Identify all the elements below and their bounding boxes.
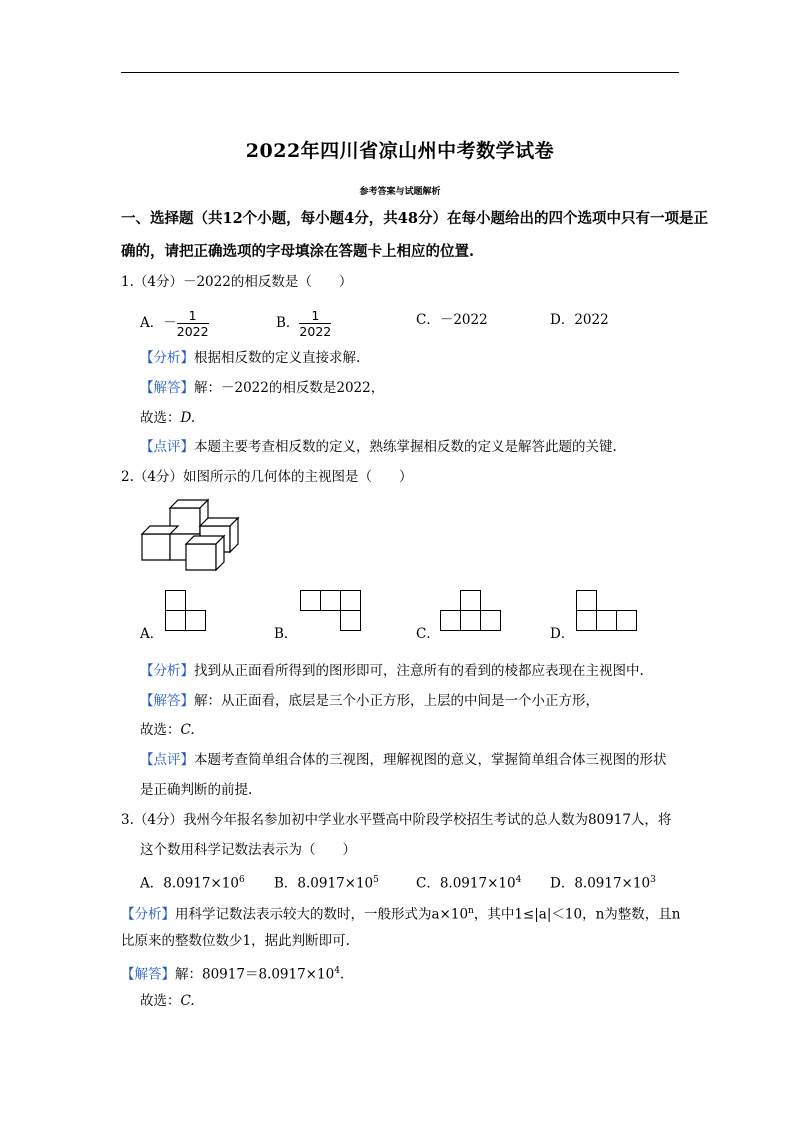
q3-choice: [140, 991, 195, 1011]
q2-answer-text: 解：从正面看，底层是三个小正方形，上层的中间是一个小正方形，: [194, 693, 599, 709]
q1-answer-tag: 【解答】: [140, 380, 194, 396]
q3-option-a: [140, 870, 245, 894]
page-subtitle: 参考答案与试题解析: [359, 187, 441, 197]
q2-option-a-figure: [165, 590, 207, 632]
q1-answer-text: 解：－2022的相反数是2022，: [194, 380, 385, 396]
q3-option-b-text: B．8.0917×10: [274, 875, 374, 892]
q1-option-b-label: B．: [276, 315, 300, 331]
q1-choice-letter: D.: [180, 410, 196, 426]
q1-option-a-fraction: [177, 308, 209, 339]
q3-choice-letter: C.: [180, 993, 195, 1009]
q1-choice: [140, 408, 195, 428]
q3-answer-exponent: 4: [334, 966, 340, 976]
q3-answer-end: .: [339, 966, 345, 983]
q2-comment-line1: [140, 750, 667, 770]
q2-choice: [140, 720, 195, 740]
q1-option-a: [140, 308, 209, 348]
q3-option-d-exponent: 3: [650, 875, 656, 885]
q2-answer-tag: 【解答】: [140, 693, 194, 709]
q1-option-d: D．2022: [550, 312, 609, 328]
q2-option-c-figure: [440, 590, 502, 632]
q2-answer: [140, 691, 599, 711]
q1-option-a-numerator: 1: [177, 308, 209, 324]
q1-answer: [140, 378, 384, 398]
q1-option-c: C．－2022: [416, 312, 488, 328]
q2-option-b-figure: [300, 590, 362, 632]
q3-analysis-tag: 【分析】: [121, 906, 175, 923]
q2-choice-letter: C.: [180, 722, 195, 738]
q3-option-b: [274, 870, 379, 894]
q3-option-c-exponent: 4: [515, 875, 522, 885]
q1-analysis-tag: 【分析】: [140, 350, 194, 366]
q2-comment-tag: 【点评】: [140, 752, 194, 768]
q3-answer-text: 解：80917＝8.0917×10: [175, 966, 335, 983]
q3-option-c: [416, 870, 521, 894]
q3-option-d: [550, 870, 656, 894]
q1-stem: 1.（4分）－2022的相反数是（ ）: [121, 274, 353, 290]
q3-option-a-exponent: 6: [238, 875, 245, 885]
q2-analysis: [140, 661, 644, 681]
q3-option-b-exponent: 5: [373, 875, 379, 885]
q3-stem-line2: 这个数用科学记数法表示为（ ）: [140, 842, 356, 858]
q2-option-b-label: B．: [274, 626, 298, 642]
q3-analysis-exponent: n: [468, 906, 474, 916]
q1-choice-prefix: 故选：: [140, 410, 181, 426]
q3-analysis-line2: 比原来的整数位数少1，据此判断即可.: [121, 933, 350, 949]
q3-answer-tag: 【解答】: [121, 966, 175, 983]
q3-option-a-text: A．8.0917×10: [140, 875, 239, 892]
header-rule: [121, 72, 679, 73]
q3-analysis-text-a: 用科学记数法表示较大的数时，一般形式为a×10: [175, 906, 469, 923]
q1-option-a-denominator: 2022: [176, 324, 209, 339]
q3-option-c-text: C．8.0917×10: [416, 875, 516, 892]
q2-analysis-text: 找到从正面看所得到的图形即可，注意所有的看到的棱都应表现在主视图中.: [194, 663, 644, 679]
q3-option-d-text: D．8.0917×10: [550, 875, 651, 892]
q3-choice-prefix: 故选：: [140, 993, 181, 1009]
q1-option-b-denominator: 2022: [299, 324, 332, 339]
q2-option-c-label: C．: [416, 626, 440, 642]
q1-option-b-numerator: 1: [299, 308, 331, 324]
q3-stem-line1: 3.（4分）我州今年报名参加初中学业水平暨高中阶段学校招生考试的总人数为80917人，将: [121, 812, 672, 828]
q1-analysis-text: 根据相反数的定义直接求解.: [194, 350, 361, 366]
q3-analysis-text-b: ，其中1≤|a|＜10，n为整数，且n: [473, 906, 681, 923]
q2-option-a-label: A．: [140, 626, 164, 642]
q1-comment-tag: 【点评】: [140, 439, 194, 455]
page-title: 2022年四川省凉山州中考数学试卷: [245, 140, 555, 162]
q2-option-d-label: D．: [550, 626, 575, 642]
q2-stem: 2.（4分）如图所示的几何体的主视图是（ ）: [121, 469, 413, 485]
q1-comment: [140, 437, 617, 457]
q3-answer: [121, 961, 344, 985]
q2-comment-text: 本题考查简单组合体的三视图，理解视图的意义，掌握简单组合体三视图的形状: [194, 752, 667, 768]
q2-option-d-figure: [576, 590, 638, 632]
section-heading-line2: 确的，请把正确选项的字母填涂在答题卡上相应的位置.: [121, 243, 475, 260]
q2-geometry-figure: [138, 498, 238, 570]
q1-analysis: [140, 348, 360, 368]
q1-comment-text: 本题主要考查相反数的定义，熟练掌握相反数的定义是解答此题的关键.: [194, 439, 617, 455]
q2-analysis-tag: 【分析】: [140, 663, 194, 679]
q2-comment-line2: 是正确判断的前提.: [140, 782, 253, 798]
q1-option-a-sign: －: [163, 315, 177, 331]
q1-option-a-label: A．: [140, 315, 164, 331]
q3-analysis-line1: [121, 901, 680, 925]
q1-option-b: [276, 308, 331, 348]
q2-choice-prefix: 故选：: [140, 722, 181, 738]
q1-option-b-fraction: [299, 308, 331, 339]
section-heading-line1: 一、选择题（共12个小题，每小题4分，共48分）在每小题给出的四个选项中只有一项是正: [121, 210, 708, 227]
